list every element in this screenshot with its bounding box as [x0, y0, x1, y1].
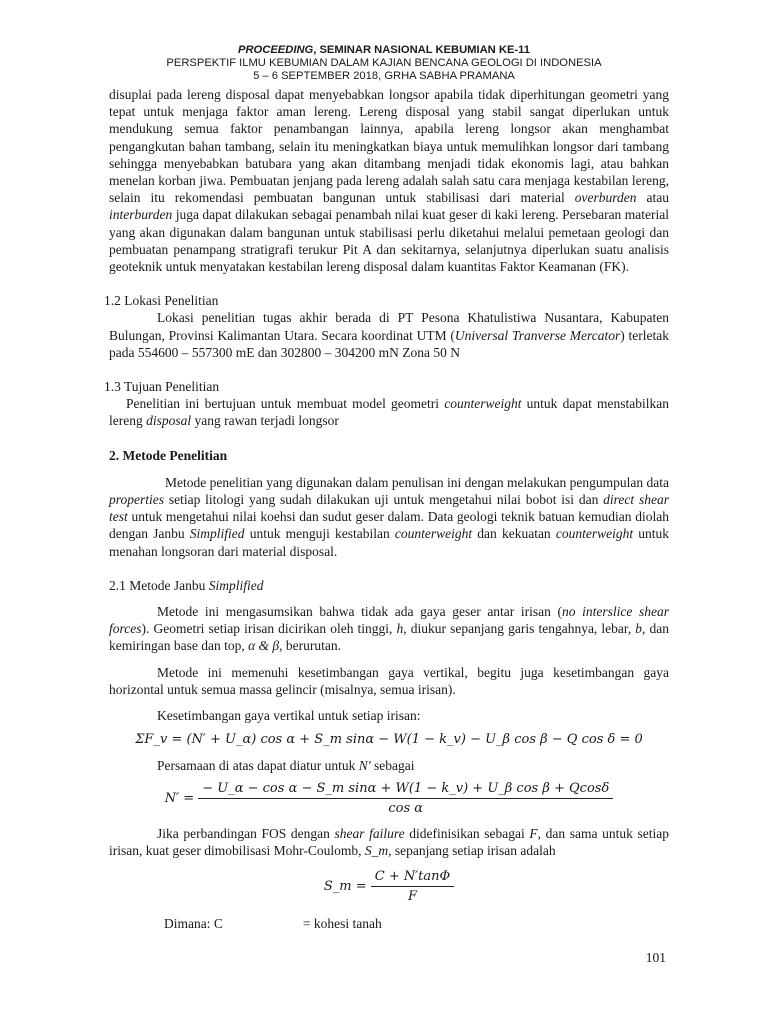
janbu-paragraph-2: Metode ini memenuhi kesetimbangan gaya vertikal, begitu juga kesetimbangan gaya horizontal untuk semua massa gelincir (misalnya, semua irisan).	[109, 664, 669, 697]
section-2-1-title: 2.1 Metode Janbu Simplified	[109, 577, 264, 593]
eq2-denominator: cos α	[388, 800, 424, 816]
header-line-1	[0, 44, 768, 57]
section-1-2-body: Lokasi penelitian tugas akhir berada di PT Pesona Khatulistiwa Nusantara, Kabupaten Bulungan, Provinsi Kalimantan Utara. Secara koordinat UTM (Universal Tranverse Mercator) terletak pada 554600 – 557300 mE dan 302800 – 304200 mN Zona 50 N	[109, 310, 669, 360]
dimana-label: Dimana: C	[164, 915, 223, 931]
eq3-denominator: F	[407, 888, 417, 904]
eq3-numerator: C + N′tanΦ	[371, 868, 454, 887]
janbu-paragraph-5: Jika perbandingan FOS dengan shear failure didefinisikan sebagai F, dan sama untuk setiap irisan, kuat geser dimobilisasi Mohr-Coulomb, S_m, sepanjang setiap irisan adalah	[109, 826, 670, 859]
section-2-body: Metode penelitian yang digunakan dalam penulisan ini dengan melakukan pengumpulan data properties setiap litologi yang sudah dilakukan uji untuk mengetahui nilai bobot isi dan direct shear test untuk mengetahui nilai koehsi dan sudut geser dalam. Data geologi teknik batuan kemudian diolah dengan Janbu Simplified untuk menguji kestabilan counterweight dan kekuatan counterweight untuk menahan longsoran dari material disposal.	[109, 474, 669, 559]
janbu-paragraph-1: Metode ini mengasumsikan bahwa tidak ada gaya geser antar irisan (no interslice shear forces). Geometri setiap irisan dicirikan oleh tinggi, h, diukur sepanjang garis tengahnya, lebar, b, dan kemiringan base dan top, α & β, berurutan.	[109, 604, 669, 654]
section-1-3-body: Penelitian ini bertujuan untuk membuat model geometri counterweight untuk dapat menstabilkan lereng disposal yang rawan terjadi longsor	[109, 396, 670, 429]
eq2-numerator: − U_α − cos α − S_m sinα + W(1 − k_v) + U_β cos β + Qcosδ	[198, 780, 613, 799]
dimana-line	[109, 915, 669, 932]
section-1-2-title: 1.2 Lokasi Penelitian	[104, 293, 219, 309]
section-1-3-title: 1.3 Tujuan Penelitian	[104, 379, 220, 395]
janbu-paragraph-4: Persamaan di atas dapat diatur untuk N′ sebagai	[157, 757, 415, 773]
janbu-paragraph-3: Kesetimbangan gaya vertikal untuk setiap irisan:	[157, 708, 421, 724]
header-line-2: PERSPEKTIF ILMU KEBUMIAN DALAM KAJIAN BENCANA GEOLOGI DI INDONESIA	[166, 57, 602, 69]
eq3-fraction	[371, 868, 454, 905]
dimana-value: = kohesi tanah	[302, 915, 382, 931]
header-seminar: , SEMINAR NASIONAL KEBUMIAN KE-11	[313, 44, 530, 56]
eq3-lhs: S_m =	[323, 878, 367, 894]
page-body	[104, 86, 670, 932]
eq2-fraction	[198, 780, 613, 817]
equation-normal-force	[109, 780, 669, 817]
section-2-title: 2. Metode Penelitian	[109, 447, 228, 463]
intro-paragraph: disuplai pada lereng disposal dapat menyebabkan longsor apabila tidak diperhitungan geometri yang tepat untuk menjaga faktor aman lereng. Lereng disposal yang stabil sangat diperlukan untuk mendukung semua faktor penambangan lainnya, apabila lereng longsor akan menghambat pengangkutan bahan tambang, selain itu meningkatkan biaya untuk memulihkan longsor dari tambang sehingga menyebabkan batubara yang akan ditambang menjadi tidak ekonomis lagi, atau bahkan menelan korban jiwa. Pembuatan jenjang pada lereng adalah salah satu cara menjaga kestabilan lereng, selain itu rekomendasi pembuatan bangunan untuk stabilisasi dari material overburden atau interburden juga dapat dilakukan sebagai penambah nilai kuat geser di kaki lereng. Persebaran material yang akan digunakan dalam bangunan untuk stabilisasi perlu diketahui melalui pemetaan geologi dan pembuatan penampang stratigrafi terukur Pit A dan sekitarnya, selanjutnya diperlukan suatu analisis geoteknik untuk menyatakan kestabilan lereng disposal dalam kuantitas Faktor Keamanan (FK).	[109, 87, 669, 275]
equation-shear-strength	[109, 868, 669, 905]
proceeding-header	[0, 44, 768, 83]
eq2-lhs: N′ =	[164, 790, 195, 806]
header-line-3: 5 – 6 SEPTEMBER 2018, GRHA SABHA PRAMANA	[253, 70, 515, 82]
equation-vertical-equilibrium: ΣF_v = (N′ + U_α) cos α + S_m sinα − W(1 − k_v) − U_β cos β − Q cos δ = 0	[135, 732, 643, 748]
page-number: 101	[645, 950, 666, 965]
header-proceeding: PROCEEDING	[238, 44, 314, 56]
